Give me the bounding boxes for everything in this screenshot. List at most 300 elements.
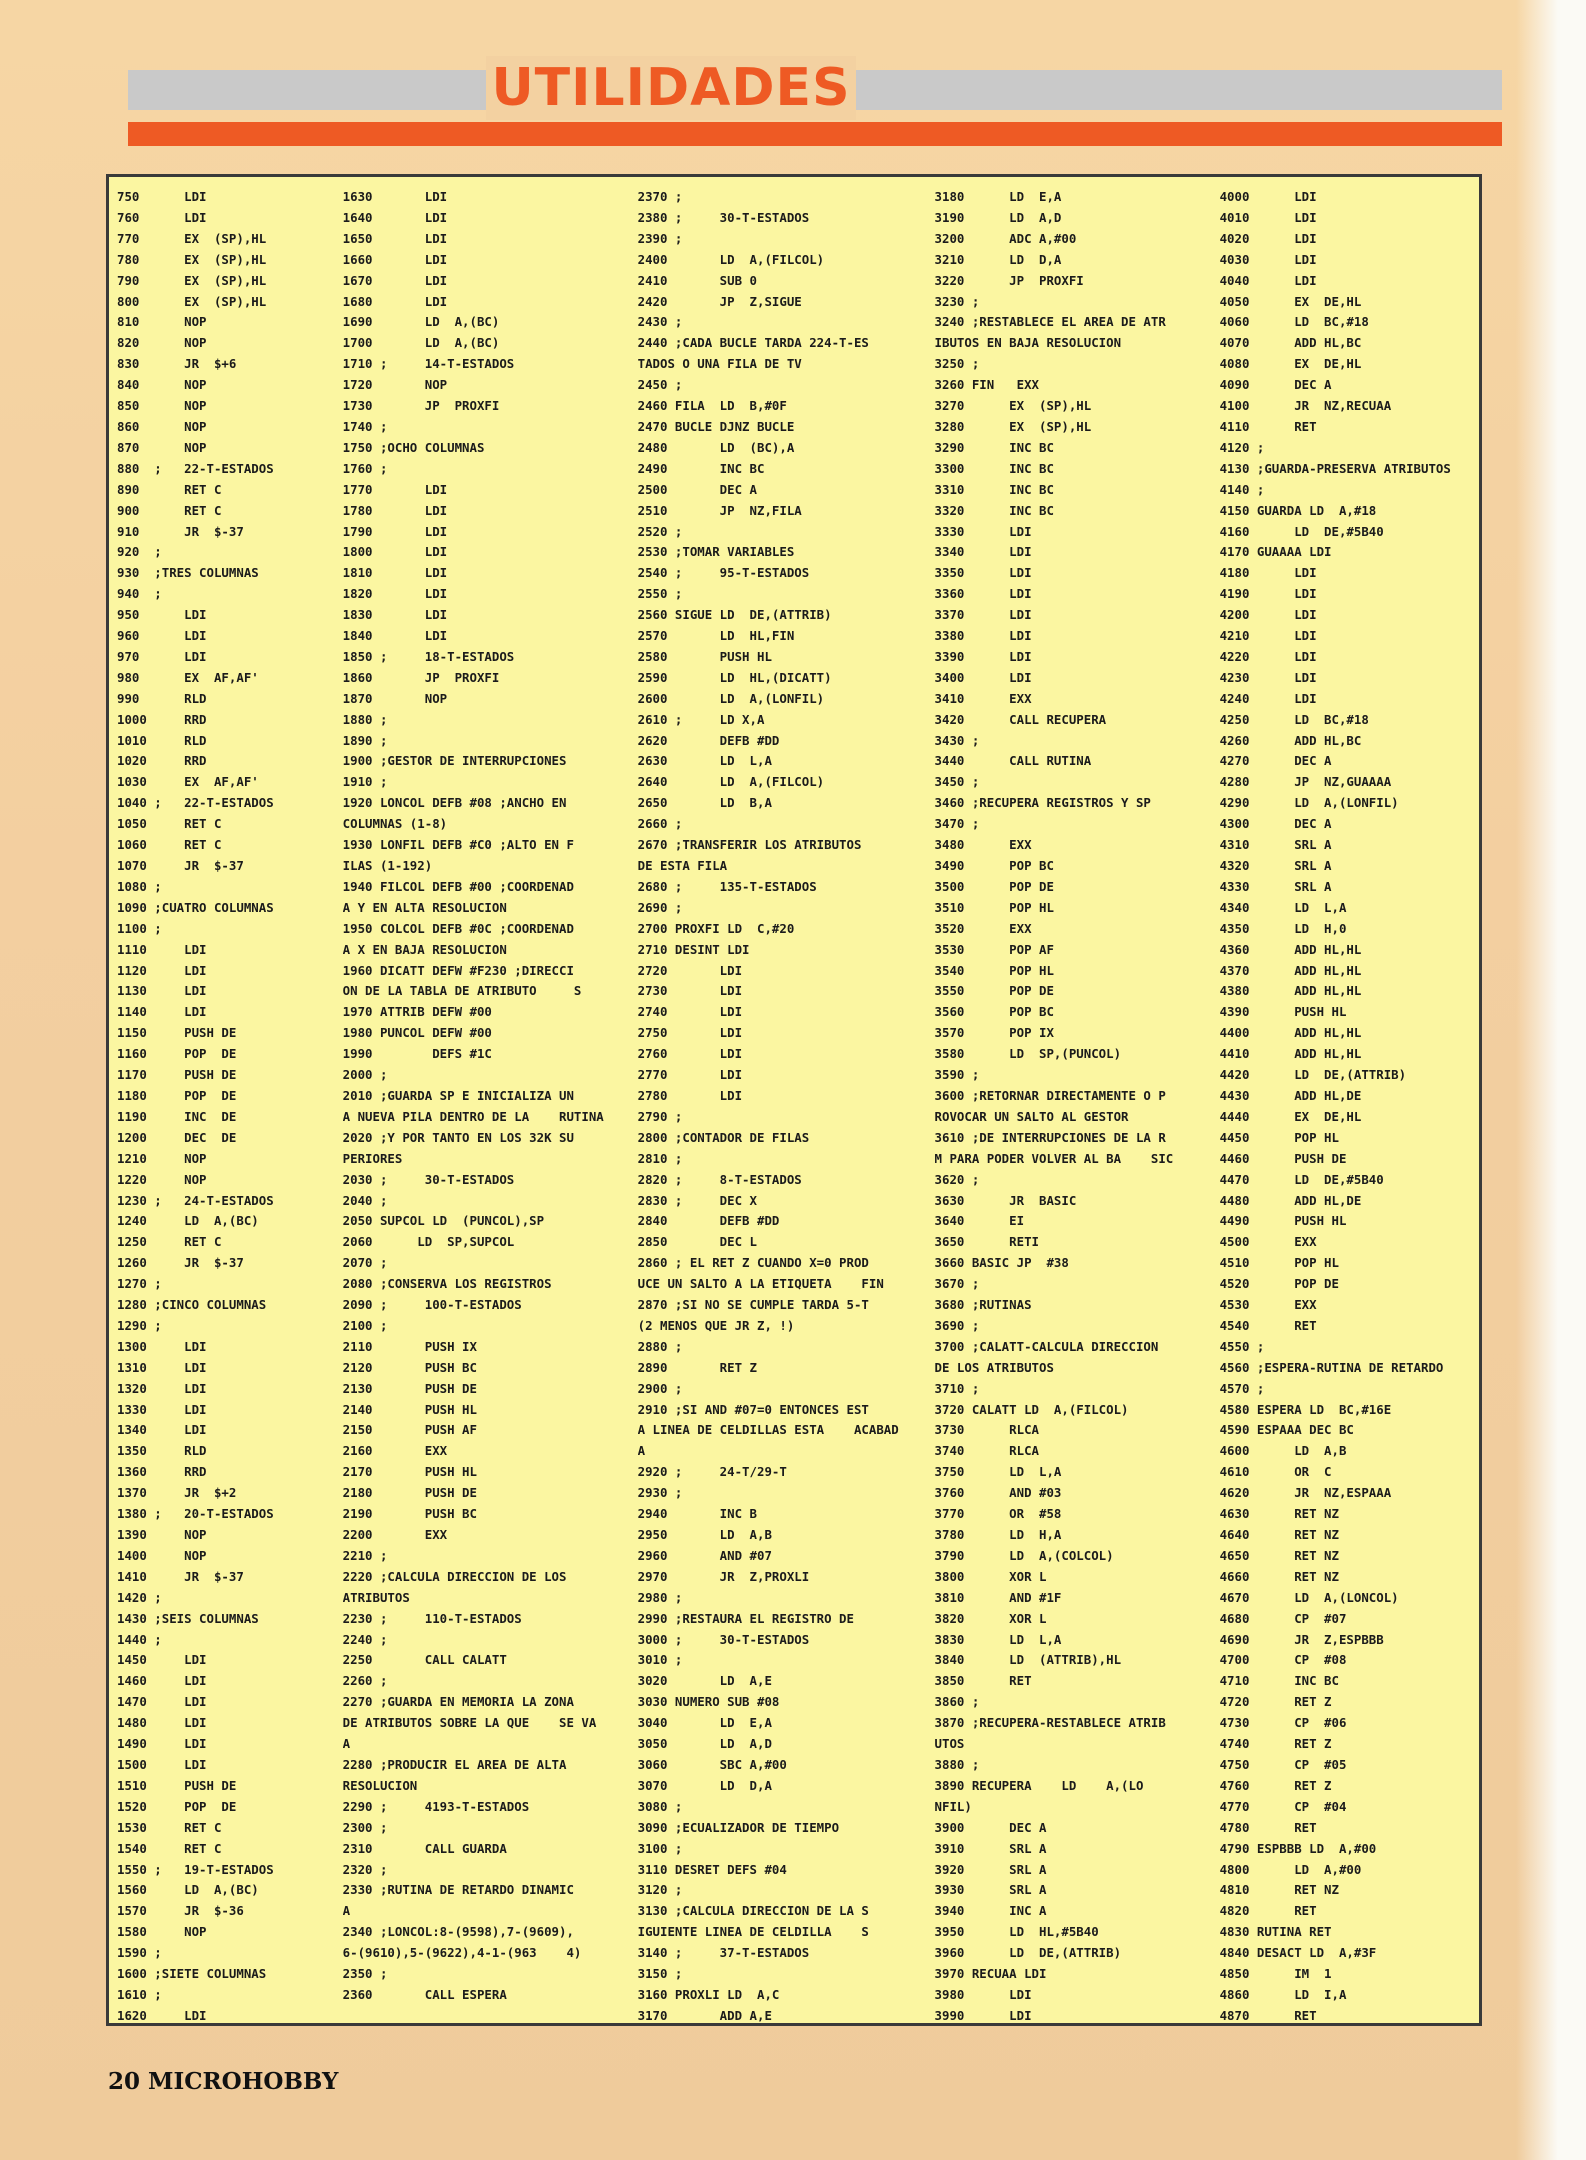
code-line: 1290 ; xyxy=(117,1317,162,1333)
code-line: 1230 ; 24-T-ESTADOS xyxy=(117,1192,274,1208)
code-line: 4550 ; xyxy=(1219,1338,1265,1354)
code-line: 3650 RETI xyxy=(934,1234,1039,1250)
code-line: 4340 LD L,A xyxy=(1219,899,1347,915)
code-line: 1780 LDI xyxy=(342,502,448,518)
code-line: 1500 LDI xyxy=(117,1756,207,1772)
code-line: 4430 ADD HL,DE xyxy=(1219,1087,1362,1103)
code-line: 4210 LDI xyxy=(1219,628,1317,644)
code-line: 1280 ;CINCO COLUMNAS xyxy=(117,1297,267,1313)
code-line: 3060 SBC A,#00 xyxy=(637,1756,787,1772)
code-line: 2930 ; xyxy=(637,1485,683,1501)
code-line: 1450 LDI xyxy=(117,1652,207,1668)
code-line: 3860 ; xyxy=(934,1694,980,1710)
code-line: 4840 DESACT LD A,#3F xyxy=(1219,1945,1377,1961)
code-line: 1550 ; 19-T-ESTADOS xyxy=(117,1861,274,1877)
code-line: 4610 OR C xyxy=(1219,1464,1332,1480)
code-line: DE ESTA FILA xyxy=(637,858,728,873)
code-line: 4680 CP #07 xyxy=(1219,1610,1347,1626)
code-line: 2220 ;CALCULA DIRECCION DE LOS xyxy=(342,1568,567,1584)
code-line: 840 NOP xyxy=(117,377,207,393)
code-line: 3780 LD H,A xyxy=(934,1527,1062,1542)
code-line: 790 EX (SP),HL xyxy=(117,272,267,288)
code-line: 2320 ; xyxy=(342,1861,388,1877)
code-line: 3530 POP AF xyxy=(934,941,1054,957)
code-line: 4040 LDI xyxy=(1219,272,1317,288)
code-line: 1130 LDI xyxy=(117,983,207,999)
code-line: 3620 ; xyxy=(934,1171,980,1187)
code-line: 3700 ;CALATT-CALCULA DIRECCION xyxy=(934,1338,1159,1354)
code-line: 2510 JP NZ,FILA xyxy=(637,502,802,518)
code-line: 3380 LDI xyxy=(934,628,1032,644)
code-line: 4770 CP #04 xyxy=(1219,1798,1347,1814)
code-line: 930 ;TRES COLUMNAS xyxy=(117,565,259,581)
code-line: 1830 LDI xyxy=(342,607,448,623)
code-line: A Y EN ALTA RESOLUCION xyxy=(342,899,507,915)
code-line: 1730 JP PROXFI xyxy=(342,398,500,414)
code-line: 3250 ; xyxy=(934,356,980,372)
code-line: 1540 RET C xyxy=(117,1840,222,1856)
code-line: 2240 ; xyxy=(342,1631,388,1647)
code-line: UCE UN SALTO A LA ETIQUETA FIN xyxy=(637,1276,884,1292)
code-line: 4010 LDI xyxy=(1219,209,1317,225)
code-line: 3050 LD A,D xyxy=(637,1736,772,1752)
code-line: 2970 JR Z,PROXLI xyxy=(637,1568,810,1584)
code-line: 4230 LDI xyxy=(1219,669,1317,685)
code-line: 1270 ; xyxy=(117,1276,162,1292)
code-line: 2340 ;LONCOL:8-(9598),7-(9609), xyxy=(342,1924,574,1940)
code-line: 4240 LDI xyxy=(1219,690,1317,706)
code-line: 4300 DEC A xyxy=(1219,816,1332,832)
code-line: 3160 PROXLI LD A,C xyxy=(637,1986,780,2002)
code-line: 2850 DEC L xyxy=(637,1234,757,1250)
code-line: 2470 BUCLE DJNZ BUCLE xyxy=(637,418,795,434)
code-line: 4420 LD DE,(ATTRIB) xyxy=(1219,1067,1407,1083)
code-line: 1820 LDI xyxy=(342,586,448,602)
code-line: 890 RET C xyxy=(117,481,222,497)
code-line: 2580 PUSH HL xyxy=(637,648,772,664)
code-line: 3030 NUMERO SUB #08 xyxy=(637,1694,780,1710)
code-line: 1140 LDI xyxy=(117,1004,207,1020)
code-line: 1360 RRD xyxy=(117,1464,207,1480)
code-line: 4180 LDI xyxy=(1219,565,1317,581)
code-line: 2300 ; xyxy=(342,1819,388,1835)
code-line: 2090 ; 100-T-ESTADOS xyxy=(342,1297,522,1313)
code-line: 4330 SRL A xyxy=(1219,878,1332,894)
code-line: 3070 LD D,A xyxy=(637,1777,772,1793)
code-line: 4260 ADD HL,BC xyxy=(1219,732,1362,748)
code-line: ATRIBUTOS xyxy=(342,1589,410,1605)
code-line: TADOS O UNA FILA DE TV xyxy=(637,356,802,372)
code-line: 3500 POP DE xyxy=(934,878,1054,894)
code-line: 1600 ;SIETE COLUMNAS xyxy=(117,1966,267,1982)
code-line: 4030 LDI xyxy=(1219,251,1317,267)
code-line: 3980 LDI xyxy=(934,1986,1032,2002)
code-line: 3200 ADC A,#00 xyxy=(934,230,1077,246)
code-line: 4080 EX DE,HL xyxy=(1219,356,1362,372)
code-line: 2200 EXX xyxy=(342,1527,448,1542)
code-line: 2830 ; DEC X xyxy=(637,1192,757,1208)
code-line: 3100 ; xyxy=(637,1840,683,1856)
code-line: 2170 PUSH HL xyxy=(342,1464,477,1480)
code-line: 1670 LDI xyxy=(342,272,448,288)
code-line: 1510 PUSH DE xyxy=(117,1777,237,1793)
code-line: 4760 RET Z xyxy=(1219,1777,1332,1793)
code-line: 2270 ;GUARDA EN MEMORIA LA ZONA xyxy=(342,1694,574,1710)
code-line: 2100 ; xyxy=(342,1317,388,1333)
code-line: 3400 LDI xyxy=(934,669,1032,685)
code-line: 2420 JP Z,SIGUE xyxy=(637,293,802,309)
code-line: 2870 ;SI NO SE CUMPLE TARDA 5-T xyxy=(637,1297,869,1313)
code-line: 2040 ; xyxy=(342,1192,388,1208)
code-line: 1870 NOP xyxy=(342,690,448,706)
page-footer xyxy=(108,2068,338,2095)
code-line: 3750 LD L,A xyxy=(934,1464,1062,1480)
code-line: 2700 PROXFI LD C,#20 xyxy=(637,920,795,936)
code-line: ILAS (1-192) xyxy=(342,858,433,873)
code-line: 810 NOP xyxy=(117,314,207,330)
listing-column-5 xyxy=(1220,187,1471,2023)
code-line: 3550 POP DE xyxy=(934,983,1054,999)
code-line: 2410 SUB 0 xyxy=(637,272,757,288)
code-line: 3680 ;RUTINAS xyxy=(934,1297,1032,1313)
code-line: 3570 POP IX xyxy=(934,1025,1054,1041)
code-line: 2600 LD A,(LONFIL) xyxy=(637,690,825,706)
code-line: 3720 CALATT LD A,(FILCOL) xyxy=(934,1401,1129,1417)
code-line: 1030 EX AF,AF' xyxy=(117,774,259,790)
code-line: 2910 ;SI AND #07=0 ENTONCES EST xyxy=(637,1401,869,1417)
code-line: 1760 ; xyxy=(342,460,388,476)
code-line: 2680 ; 135-T-ESTADOS xyxy=(637,878,817,894)
code-line: 4860 LD I,A xyxy=(1219,1986,1347,2002)
listing-column-3 xyxy=(638,187,935,2023)
code-line: 4250 LD BC,#18 xyxy=(1219,711,1369,727)
code-line: 1040 ; 22-T-ESTADOS xyxy=(117,795,274,811)
code-line: 1430 ;SEIS COLUMNAS xyxy=(117,1610,259,1626)
code-line: 4440 EX DE,HL xyxy=(1219,1108,1362,1124)
code-line: 1620 LDI xyxy=(117,2007,207,2023)
code-line: 1570 JR $-36 xyxy=(117,1903,244,1919)
code-line: 2390 ; xyxy=(637,230,683,246)
code-line: 2360 CALL ESPERA xyxy=(342,1986,507,2002)
code-line: 3330 LDI xyxy=(934,523,1032,539)
code-line: 1340 LDI xyxy=(117,1422,207,1438)
code-line: 2250 CALL CALATT xyxy=(342,1652,507,1668)
code-line: 4150 GUARDA LD A,#18 xyxy=(1219,502,1377,518)
code-line: 1490 LDI xyxy=(117,1736,207,1752)
code-line: 820 NOP xyxy=(117,335,207,351)
listing-column-2 xyxy=(343,187,638,2023)
code-line: 1160 POP DE xyxy=(117,1046,237,1062)
code-line: 870 NOP xyxy=(117,439,207,455)
code-line: 1370 JR $+2 xyxy=(117,1485,237,1501)
code-line: 4290 LD A,(LONFIL) xyxy=(1219,795,1399,811)
code-line: 4370 ADD HL,HL xyxy=(1219,962,1362,978)
code-line: 4390 PUSH HL xyxy=(1219,1004,1347,1020)
code-line: 4790 ESPBBB LD A,#00 xyxy=(1219,1840,1377,1856)
code-line: 3850 RET xyxy=(934,1673,1032,1689)
code-line: 4720 RET Z xyxy=(1219,1694,1332,1710)
code-line: 2540 ; 95-T-ESTADOS xyxy=(637,565,810,581)
code-line: 1520 POP DE xyxy=(117,1798,237,1814)
code-line: 4380 ADD HL,HL xyxy=(1219,983,1362,999)
code-line: 3170 ADD A,E xyxy=(637,2007,772,2023)
code-line: 2640 LD A,(FILCOL) xyxy=(637,774,825,790)
code-line: 3900 DEC A xyxy=(934,1819,1047,1835)
code-line: 770 EX (SP),HL xyxy=(117,230,267,246)
code-line: 3410 EXX xyxy=(934,690,1032,706)
code-line: 1210 NOP xyxy=(117,1150,207,1166)
code-line: 4540 RET xyxy=(1219,1317,1317,1333)
code-line: 4320 SRL A xyxy=(1219,858,1332,873)
code-line: 980 EX AF,AF' xyxy=(117,669,259,685)
code-line: 2690 ; xyxy=(637,899,683,915)
code-line: 2050 SUPCOL LD (PUNCOL),SP xyxy=(342,1213,545,1229)
code-line: 2370 ; xyxy=(637,189,683,204)
code-line: 3140 ; 37-T-ESTADOS xyxy=(637,1945,810,1961)
code-line: 1320 LDI xyxy=(117,1380,207,1396)
code-line: 1940 FILCOL DEFB #00 ;COORDENAD xyxy=(342,878,574,894)
code-line: 3640 EI xyxy=(934,1213,1025,1229)
code-line: 4520 POP DE xyxy=(1219,1276,1339,1292)
code-line: 1410 JR $-37 xyxy=(117,1568,244,1584)
code-line: 2190 PUSH BC xyxy=(342,1506,477,1522)
code-line: 1840 LDI xyxy=(342,628,448,644)
code-line: 2060 LD SP,SUPCOL xyxy=(342,1234,515,1250)
code-line: 830 JR $+6 xyxy=(117,356,237,372)
code-line: 3890 RECUPERA LD A,(LO xyxy=(934,1777,1144,1793)
code-line: 3970 RECUAA LDI xyxy=(934,1966,1047,1982)
code-line: 2180 PUSH DE xyxy=(342,1485,477,1501)
code-line: 4190 LDI xyxy=(1219,586,1317,602)
code-line: 4450 POP HL xyxy=(1219,1129,1339,1145)
code-line: 1800 LDI xyxy=(342,544,448,560)
code-line: 1190 INC DE xyxy=(117,1108,237,1124)
code-line: 3270 EX (SP),HL xyxy=(934,398,1092,414)
code-line: 2820 ; 8-T-ESTADOS xyxy=(637,1171,802,1187)
code-line: 4120 ; xyxy=(1219,439,1265,455)
code-line: 1530 RET C xyxy=(117,1819,222,1835)
code-line: 3730 RLCA xyxy=(934,1422,1039,1438)
code-line: 3120 ; xyxy=(637,1882,683,1898)
code-line: 1590 ; xyxy=(117,1945,162,1961)
code-line: M PARA PODER VOLVER AL BA SIC xyxy=(934,1150,1174,1166)
code-line: A xyxy=(637,1443,646,1459)
code-line: 4800 LD A,#00 xyxy=(1219,1861,1362,1877)
code-line: 4070 ADD HL,BC xyxy=(1219,335,1362,351)
code-line: 4460 PUSH DE xyxy=(1219,1150,1347,1166)
code-line: 2770 LDI xyxy=(637,1067,743,1083)
code-line: 4640 RET NZ xyxy=(1219,1527,1339,1542)
code-line: 3350 LDI xyxy=(934,565,1032,581)
code-line: 3510 POP HL xyxy=(934,899,1054,915)
code-line: 1690 LD A,(BC) xyxy=(342,314,500,330)
code-line: 1470 LDI xyxy=(117,1694,207,1710)
code-line: DE LOS ATRIBUTOS xyxy=(934,1359,1054,1375)
code-line: 3430 ; xyxy=(934,732,980,748)
code-line: 3210 LD D,A xyxy=(934,251,1062,267)
code-line: 1850 ; 18-T-ESTADOS xyxy=(342,648,515,664)
code-line: 4200 LDI xyxy=(1219,607,1317,623)
code-line: 3670 ; xyxy=(934,1276,980,1292)
code-line: 2130 PUSH DE xyxy=(342,1380,477,1396)
code-line: 760 LDI xyxy=(117,209,207,225)
code-line: 3950 LD HL,#5B40 xyxy=(934,1924,1099,1940)
code-line: 3310 INC BC xyxy=(934,481,1054,497)
code-line: 1910 ; xyxy=(342,774,388,790)
code-line: 2030 ; 30-T-ESTADOS xyxy=(342,1171,515,1187)
code-line: 2950 LD A,B xyxy=(637,1527,772,1542)
code-line: 2610 ; LD X,A xyxy=(637,711,765,727)
code-line: 3830 LD L,A xyxy=(934,1631,1062,1647)
code-line: 850 NOP xyxy=(117,398,207,414)
code-line: 1790 LDI xyxy=(342,523,448,539)
code-line: 4350 LD H,0 xyxy=(1219,920,1347,936)
code-line: 2500 DEC A xyxy=(637,481,757,497)
code-line: 2670 ;TRANSFERIR LOS ATRIBUTOS xyxy=(637,837,862,853)
code-line: 4160 LD DE,#5B40 xyxy=(1219,523,1384,539)
code-line: 3540 POP HL xyxy=(934,962,1054,978)
code-line: DE ATRIBUTOS SOBRE LA QUE SE VA xyxy=(342,1715,597,1731)
code-line: A LINEA DE CELDILLAS ESTA ACABAD xyxy=(637,1422,899,1438)
code-line: 1170 PUSH DE xyxy=(117,1067,237,1083)
code-line: 2110 PUSH IX xyxy=(342,1338,477,1354)
code-line: A NUEVA PILA DENTRO DE LA RUTINA xyxy=(342,1108,604,1124)
code-line: 2350 ; xyxy=(342,1966,388,1982)
code-line: 4830 RUTINA RET xyxy=(1219,1924,1332,1940)
code-line: 2750 LDI xyxy=(637,1025,743,1041)
code-line: 3340 LDI xyxy=(934,544,1032,560)
code-line: 2730 LDI xyxy=(637,983,743,999)
code-line: 3180 LD E,A xyxy=(934,189,1062,204)
code-line: 1920 LONCOL DEFB #08 ;ANCHO EN xyxy=(342,795,567,811)
code-line: 3020 LD A,E xyxy=(637,1673,772,1689)
code-line: 3870 ;RECUPERA-RESTABLECE ATRIB xyxy=(934,1715,1166,1731)
code-line: 3090 ;ECUALIZADOR DE TIEMPO xyxy=(637,1819,840,1835)
code-line: 1420 ; xyxy=(117,1589,162,1605)
code-line: 3220 JP PROXFI xyxy=(934,272,1084,288)
code-line: 4090 DEC A xyxy=(1219,377,1332,393)
code-line: 1220 NOP xyxy=(117,1171,207,1187)
listing-column-4 xyxy=(935,187,1220,2023)
code-line: 3910 SRL A xyxy=(934,1840,1047,1856)
code-line: 800 EX (SP),HL xyxy=(117,293,267,309)
code-line: 3190 LD A,D xyxy=(934,209,1062,225)
code-line: 3520 EXX xyxy=(934,920,1032,936)
code-line: 4650 RET NZ xyxy=(1219,1547,1339,1563)
code-line: 1250 RET C xyxy=(117,1234,222,1250)
code-line: 2790 ; xyxy=(637,1108,683,1124)
code-line: 3770 OR #58 xyxy=(934,1506,1062,1522)
code-line: 4810 RET NZ xyxy=(1219,1882,1339,1898)
code-line: 1300 LDI xyxy=(117,1338,207,1354)
code-line: 1640 LDI xyxy=(342,209,448,225)
section-title: UTILIDADES xyxy=(486,56,856,120)
code-line: 1710 ; 14-T-ESTADOS xyxy=(342,356,515,372)
code-line: COLUMNAS (1-8) xyxy=(342,816,448,832)
code-line: 970 LDI xyxy=(117,648,207,664)
code-line: 2560 SIGUE LD DE,(ATTRIB) xyxy=(637,607,832,623)
code-line: 2290 ; 4193-T-ESTADOS xyxy=(342,1798,530,1814)
code-line: 4280 JP NZ,GUAAAA xyxy=(1219,774,1392,790)
code-line: 4470 LD DE,#5B40 xyxy=(1219,1171,1384,1187)
code-line: 1980 PUNCOL DEFW #00 xyxy=(342,1025,492,1041)
code-line: 4570 ; xyxy=(1219,1380,1265,1396)
code-line: 1060 RET C xyxy=(117,837,222,853)
code-line: 950 LDI xyxy=(117,607,207,623)
code-line: 2760 LDI xyxy=(637,1046,743,1062)
listing-column-1 xyxy=(117,187,343,2023)
code-line: 2150 PUSH AF xyxy=(342,1422,477,1438)
code-line: 3880 ; xyxy=(934,1756,980,1772)
code-line: 2430 ; xyxy=(637,314,683,330)
code-line: 3130 ;CALCULA DIRECCION DE LA S xyxy=(637,1903,869,1919)
code-line: A xyxy=(342,1903,351,1919)
code-line: 4700 CP #08 xyxy=(1219,1652,1347,1668)
code-line: 2710 DESINT LDI xyxy=(637,941,750,957)
code-line: 920 ; xyxy=(117,544,162,560)
code-line: 3010 ; xyxy=(637,1652,683,1668)
code-line: 2920 ; 24-T/29-T xyxy=(637,1464,787,1480)
code-line: 2490 INC BC xyxy=(637,460,765,476)
code-line: 2450 ; xyxy=(637,377,683,393)
code-line: 4400 ADD HL,HL xyxy=(1219,1025,1362,1041)
code-line: 3840 LD (ATTRIB),HL xyxy=(934,1652,1122,1668)
code-line: (2 MENOS QUE JR Z, !) xyxy=(637,1317,795,1333)
code-line: 2210 ; xyxy=(342,1547,388,1563)
code-line: 1380 ; 20-T-ESTADOS xyxy=(117,1506,274,1522)
code-line: 3800 XOR L xyxy=(934,1568,1047,1584)
code-line: 4310 SRL A xyxy=(1219,837,1332,853)
code-line: 4560 ;ESPERA-RUTINA DE RETARDO xyxy=(1219,1359,1444,1375)
code-line: 2900 ; xyxy=(637,1380,683,1396)
code-line: 4620 JR NZ,ESPAAA xyxy=(1219,1485,1392,1501)
code-line: 1260 JR $-37 xyxy=(117,1255,244,1271)
code-line: 2020 ;Y POR TANTO EN LOS 32K SU xyxy=(342,1129,574,1145)
code-line: 2010 ;GUARDA SP E INICIALIZA UN xyxy=(342,1087,574,1103)
code-line: 2530 ;TOMAR VARIABLES xyxy=(637,544,795,560)
code-line: 3240 ;RESTABLECE EL AREA DE ATR xyxy=(934,314,1166,330)
code-line: 1120 LDI xyxy=(117,962,207,978)
code-line: 2650 LD B,A xyxy=(637,795,772,811)
code-line: 2880 ; xyxy=(637,1338,683,1354)
code-line: 1440 ; xyxy=(117,1631,162,1647)
code-line: 4410 ADD HL,HL xyxy=(1219,1046,1362,1062)
code-line: 2160 EXX xyxy=(342,1443,448,1459)
code-line: 1960 DICATT DEFW #F230 ;DIRECCI xyxy=(342,962,574,978)
code-line: 1770 LDI xyxy=(342,481,448,497)
code-line: 6-(9610),5-(9622),4-1-(963 4) xyxy=(342,1945,582,1961)
code-line: 1660 LDI xyxy=(342,251,448,267)
magazine-name: MICROHOBBY xyxy=(148,2068,339,2095)
code-line: 3080 ; xyxy=(637,1798,683,1814)
code-line: 3790 LD A,(COLCOL) xyxy=(934,1547,1114,1563)
code-line: 780 EX (SP),HL xyxy=(117,251,267,267)
code-line: 1020 RRD xyxy=(117,753,207,769)
code-line: 3560 POP BC xyxy=(934,1004,1054,1020)
code-line: 2380 ; 30-T-ESTADOS xyxy=(637,209,810,225)
code-line: 1080 ; xyxy=(117,878,162,894)
code-line: 1480 LDI xyxy=(117,1715,207,1731)
code-line: 1890 ; xyxy=(342,732,388,748)
code-line: 3600 ;RETORNAR DIRECTAMENTE O P xyxy=(934,1087,1166,1103)
code-line: 3280 EX (SP),HL xyxy=(934,418,1092,434)
code-line: 1860 JP PROXFI xyxy=(342,669,500,685)
code-line: 1090 ;CUATRO COLUMNAS xyxy=(117,899,274,915)
code-line: 2630 LD L,A xyxy=(637,753,772,769)
code-line: 1070 JR $-37 xyxy=(117,858,244,873)
code-line: 1200 DEC DE xyxy=(117,1129,237,1145)
code-line: 4580 ESPERA LD BC,#16E xyxy=(1219,1401,1392,1417)
